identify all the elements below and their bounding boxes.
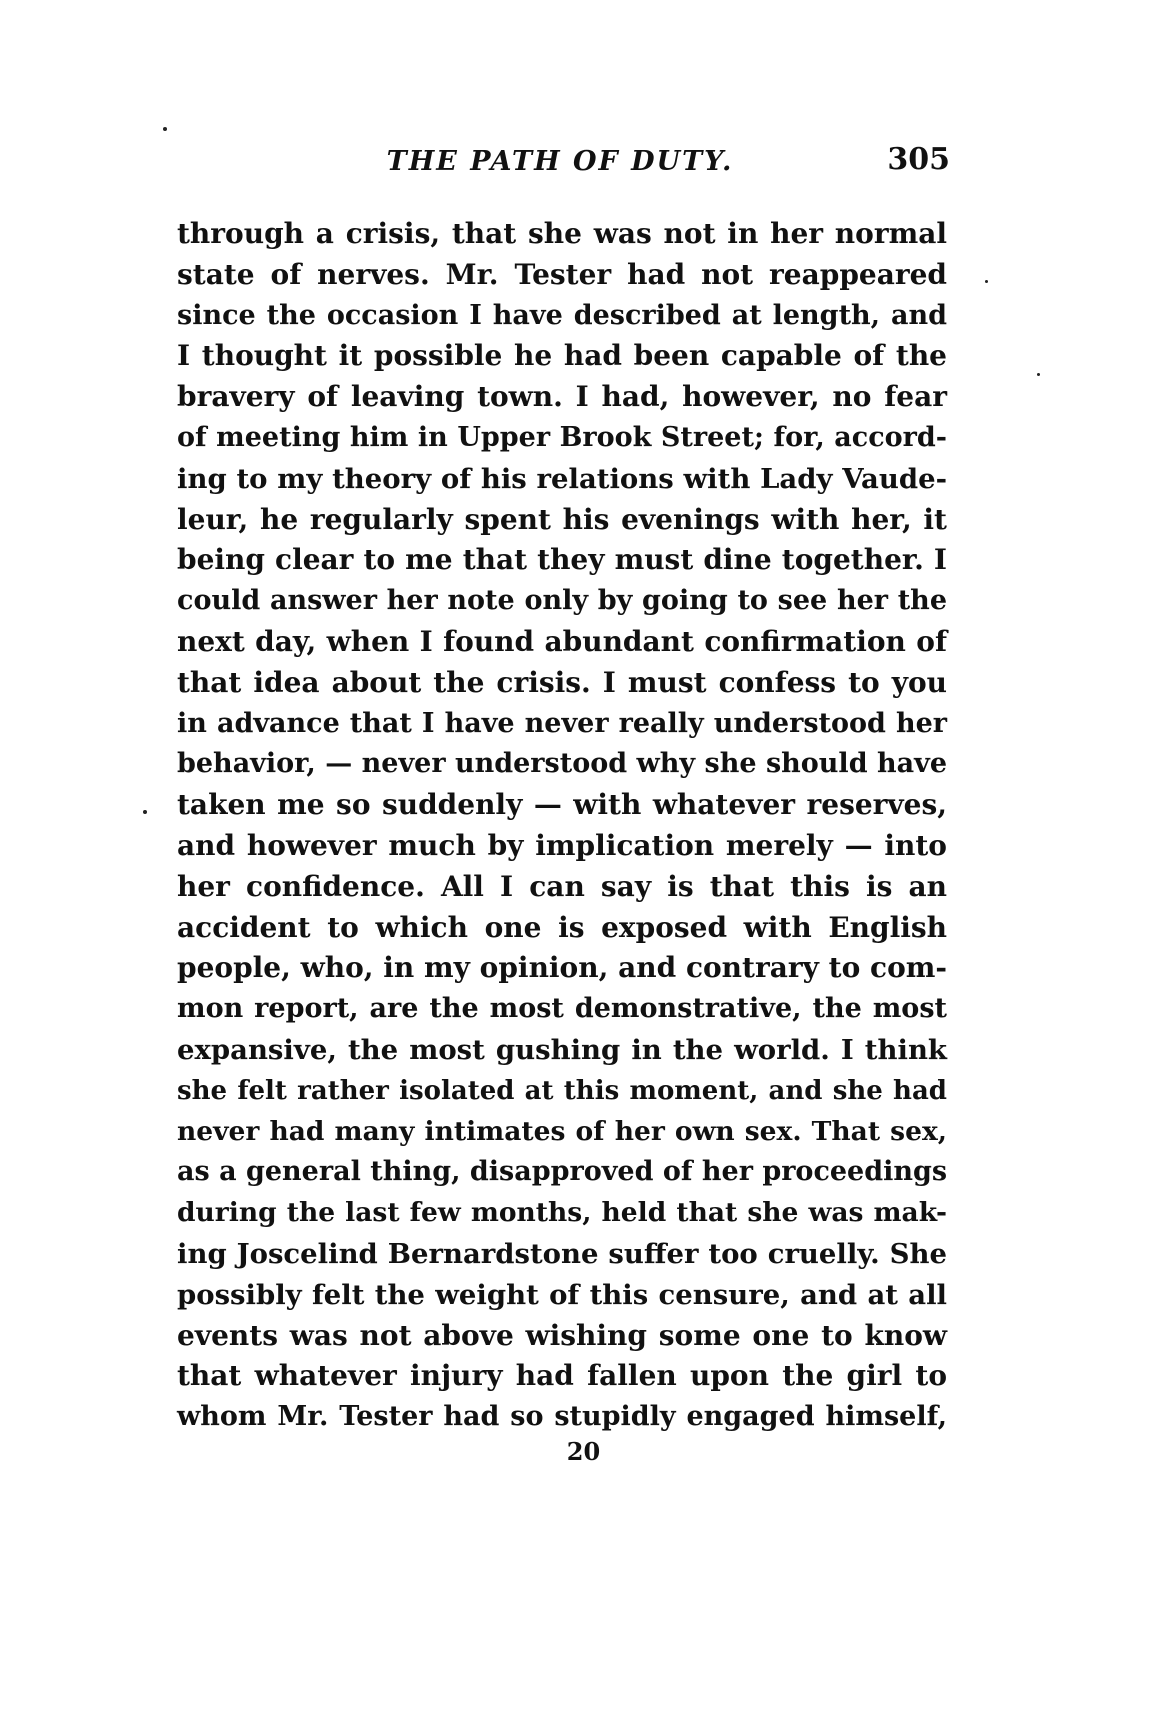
scan-speck xyxy=(1037,373,1040,376)
text-line: ing to my theory of his relations with Lady Vaude- xyxy=(177,462,947,495)
text-line: behavior, — never understood why she should have xyxy=(177,748,947,780)
text-line: her confidence. All I can say is that this is an xyxy=(177,869,947,903)
text-line: expansive, the most gushing in the world. I think xyxy=(177,1033,947,1066)
text-line: as a general thing, disapproved of her proceedings xyxy=(177,1156,948,1188)
text-line: being clear to me that they must dine together. I xyxy=(177,543,947,577)
text-line: bravery of leaving town. I had, however, no fear xyxy=(177,380,947,414)
text-line: of meeting him in Upper Brook Street; for, accord- xyxy=(177,421,947,453)
page-number: 305 xyxy=(887,142,950,177)
signature-mark: 20 xyxy=(566,1437,601,1466)
text-line: events was not above wishing some one to know xyxy=(177,1318,947,1352)
text-line: and however much by implication merely — into xyxy=(177,828,947,862)
text-line: possibly felt the weight of this censure, and at all xyxy=(177,1278,947,1311)
text-line: never had many intimates of her own sex. That sex, xyxy=(177,1115,947,1147)
text-line: in advance that I have never really understood her xyxy=(177,707,947,739)
text-line: that idea about the crisis. I must confess to you xyxy=(177,665,947,699)
text-line: I thought it possible he had been capable of the xyxy=(177,339,947,373)
text-line: next day, when I found abundant confirmation of xyxy=(177,624,947,658)
text-line: could answer her note only by going to see her the xyxy=(177,585,947,617)
text-line: since the occasion I have described at length, and xyxy=(177,299,947,331)
text-line: taken me so suddenly — with whatever reserves, xyxy=(177,788,947,822)
running-title: THE PATH OF DUTY. xyxy=(386,146,734,177)
text-line: leur, he regularly spent his evenings with her, it xyxy=(177,502,947,536)
running-head xyxy=(170,140,950,184)
text-line: people, who, in my opinion, and contrary to com- xyxy=(177,951,947,985)
text-line: accident to which one is exposed with English xyxy=(177,910,947,944)
text-line: that whatever injury had fallen upon the girl to xyxy=(177,1359,947,1393)
text-line: she felt rather isolated at this moment, and she had xyxy=(177,1075,947,1106)
scan-speck xyxy=(985,280,988,283)
text-line: mon report, are the most demonstrative, the most xyxy=(177,993,947,1025)
text-line: whom Mr. Tester had so stupidly engaged himself, xyxy=(177,1401,947,1433)
scan-speck xyxy=(163,127,167,131)
scan-speck xyxy=(143,810,147,814)
text-line: state of nerves. Mr. Tester had not reappeared xyxy=(177,257,947,291)
body-text xyxy=(177,214,947,1438)
text-line: ing Joscelind Bernardstone suffer too cruelly. She xyxy=(177,1237,947,1270)
text-line: through a crisis, that she was not in her normal xyxy=(177,217,947,250)
text-line: during the last few months, held that she was mak- xyxy=(177,1197,947,1229)
